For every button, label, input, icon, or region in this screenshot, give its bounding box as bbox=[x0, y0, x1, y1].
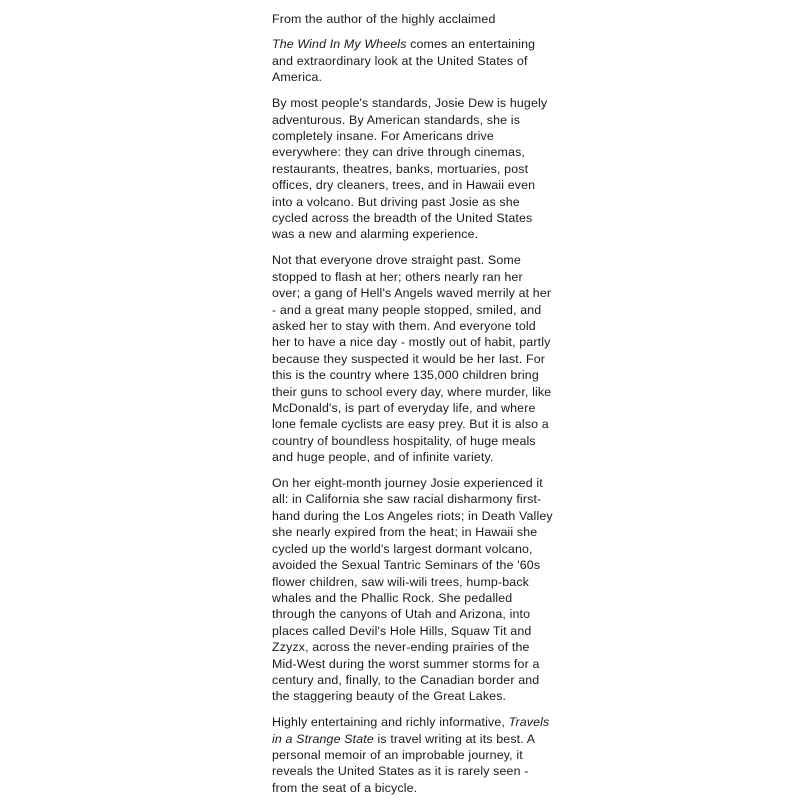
paragraph-5-lead: Highly entertaining and richly informative, bbox=[272, 715, 509, 730]
paragraph-4: On her eight-month journey Josie experienced it all: in California she saw racial disharmony first-hand during the Los Angeles riots; in Death Valley she nearly expired from the heat; in Hawaii she cycled up the world's largest dormant volcano, avoided the Sexual Tantric Seminars of the '60s flower children, saw wili-wili trees, hump-back whales and the Phallic Rock. She pedalled through the canyons of Utah and Arizona, into places called Devil's Hole Hills, Squaw Tit and Zzyzx, across the never-ending prairies of the Mid-West during the worst summer storms for a century and, finally, to the Canadian border and the staggering beauty of the Great Lakes. bbox=[272, 476, 553, 704]
book-title-wind: The Wind In My Wheels bbox=[272, 37, 407, 52]
paragraph-3: Not that everyone drove straight past. Some stopped to flash at her; others nearly ran her over; a gang of Hell's Angels waved merrily at her - and a great many people stopped, smiled, and asked her to stay with them. And everyone told her to have a nice day - mostly out of habit, partly because they suspected it would be her last. For this is the country where 135,000 children bring their guns to school every day, where murder, like McDonald's, is part of everyday life, and where lone female cyclists are easy prey. But it is also a country of boundless hospitality, of huge meals and huge people, and of infinite variety. bbox=[272, 253, 552, 465]
book-blurb bbox=[272, 11, 554, 806]
paragraph-1 bbox=[272, 36, 554, 85]
intro-line: From the author of the highly acclaimed bbox=[272, 12, 496, 26]
paragraph-1-text: comes an entertaining and extraordinary look at the United States of America. bbox=[272, 37, 536, 85]
paragraph-5-text: is travel writing at its best. A personal memoir of an improbable journey, it reveals the United States as it is rarely seen - from the seat of a bicycle. bbox=[272, 731, 535, 795]
paragraph-2: By most people's standards, Josie Dew is hugely adventurous. By American standards, she is completely insane. For Americans drive everywhere: they can drive through cinemas, restaurants, theatres, banks, mortuaries, post offices, dry cleaners, trees, and in Hawaii even into a volcano. But driving past Josie as she cycled across the breadth of the United States was a new and alarming experience. bbox=[272, 96, 548, 242]
book-title-travels: Travels in a Strange State bbox=[272, 715, 550, 746]
paragraph-5 bbox=[272, 714, 554, 796]
